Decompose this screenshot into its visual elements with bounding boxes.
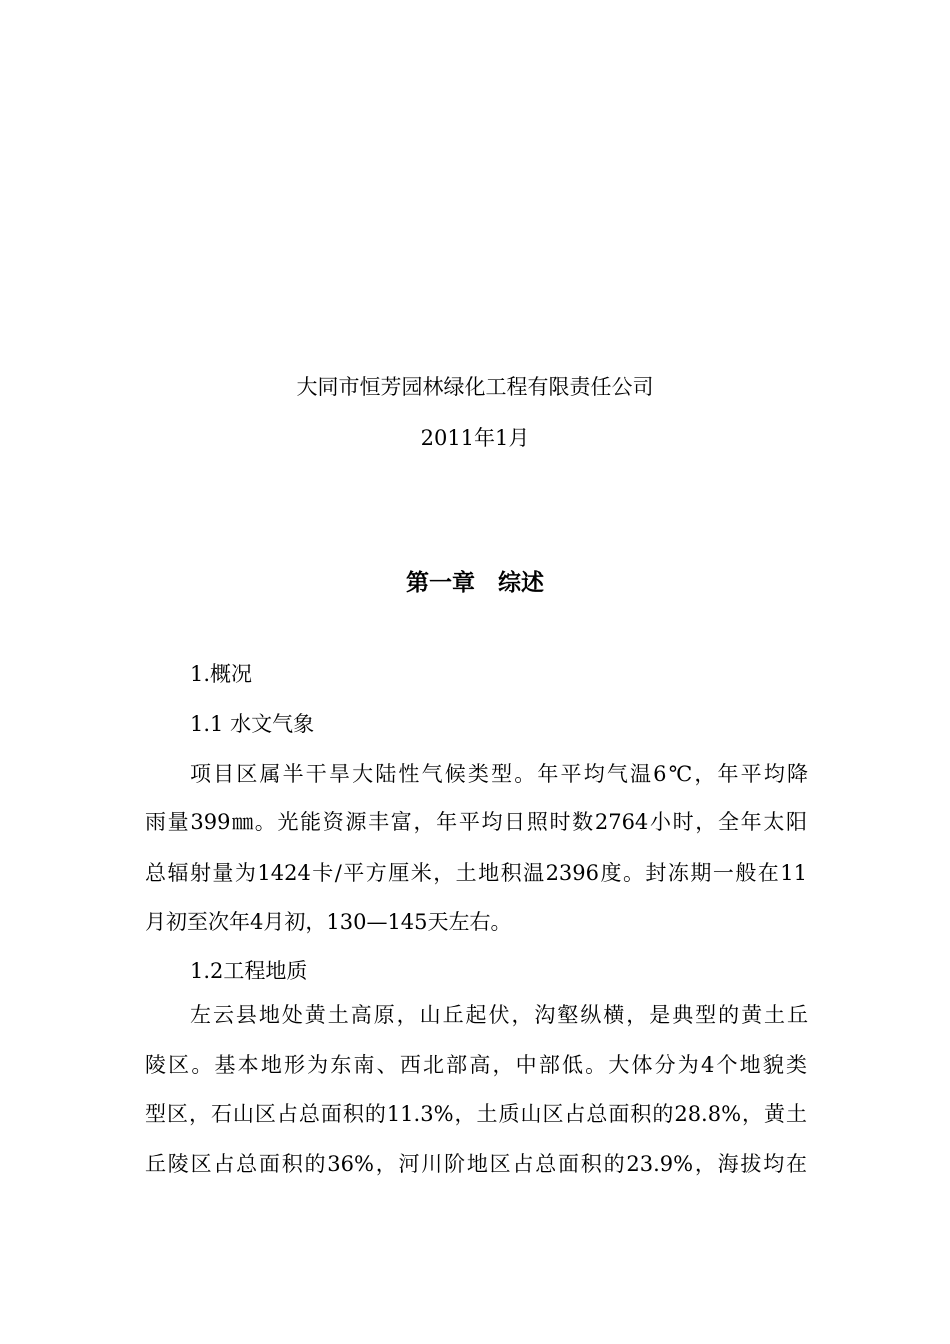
paragraph-line: 型区，石山区占总面积的11.3%，土质山区占总面积的28.8%，黄土 [145, 1102, 807, 1126]
paragraph-line: 雨量399㎜。光能资源丰富，年平均日照时数2764小时，全年太阳 [145, 810, 807, 834]
paragraph-line: 总辐射量为1424卡/平方厘米，土地积温2396度。封冻期一般在11 [145, 861, 807, 885]
section-heading-overview: 1.概况 [190, 662, 253, 686]
company-name: 大同市恒芳园林绿化工程有限责任公司 [296, 375, 654, 399]
paragraph-line: 左云县地处黄土高原，山丘起伏，沟壑纵横，是典型的黄土丘 [190, 1003, 808, 1027]
paragraph-line: 项目区属半干旱大陆性气候类型。年平均气温6℃，年平均降 [190, 762, 808, 786]
paragraph-line: 丘陵区占总面积的36%，河川阶地区占总面积的23.9%，海拔均在 [145, 1152, 807, 1176]
chapter-title: 第一章 综述 [406, 570, 544, 596]
section-heading-geology: 1.2工程地质 [190, 959, 308, 983]
paragraph-line: 月初至次年4月初，130—145天左右。 [145, 910, 512, 934]
document-date: 2011年1月 [420, 426, 530, 450]
section-heading-hydrology: 1.1 水文气象 [190, 712, 315, 736]
paragraph-line: 陵区。基本地形为东南、西北部高，中部低。大体分为4个地貌类 [145, 1053, 807, 1077]
